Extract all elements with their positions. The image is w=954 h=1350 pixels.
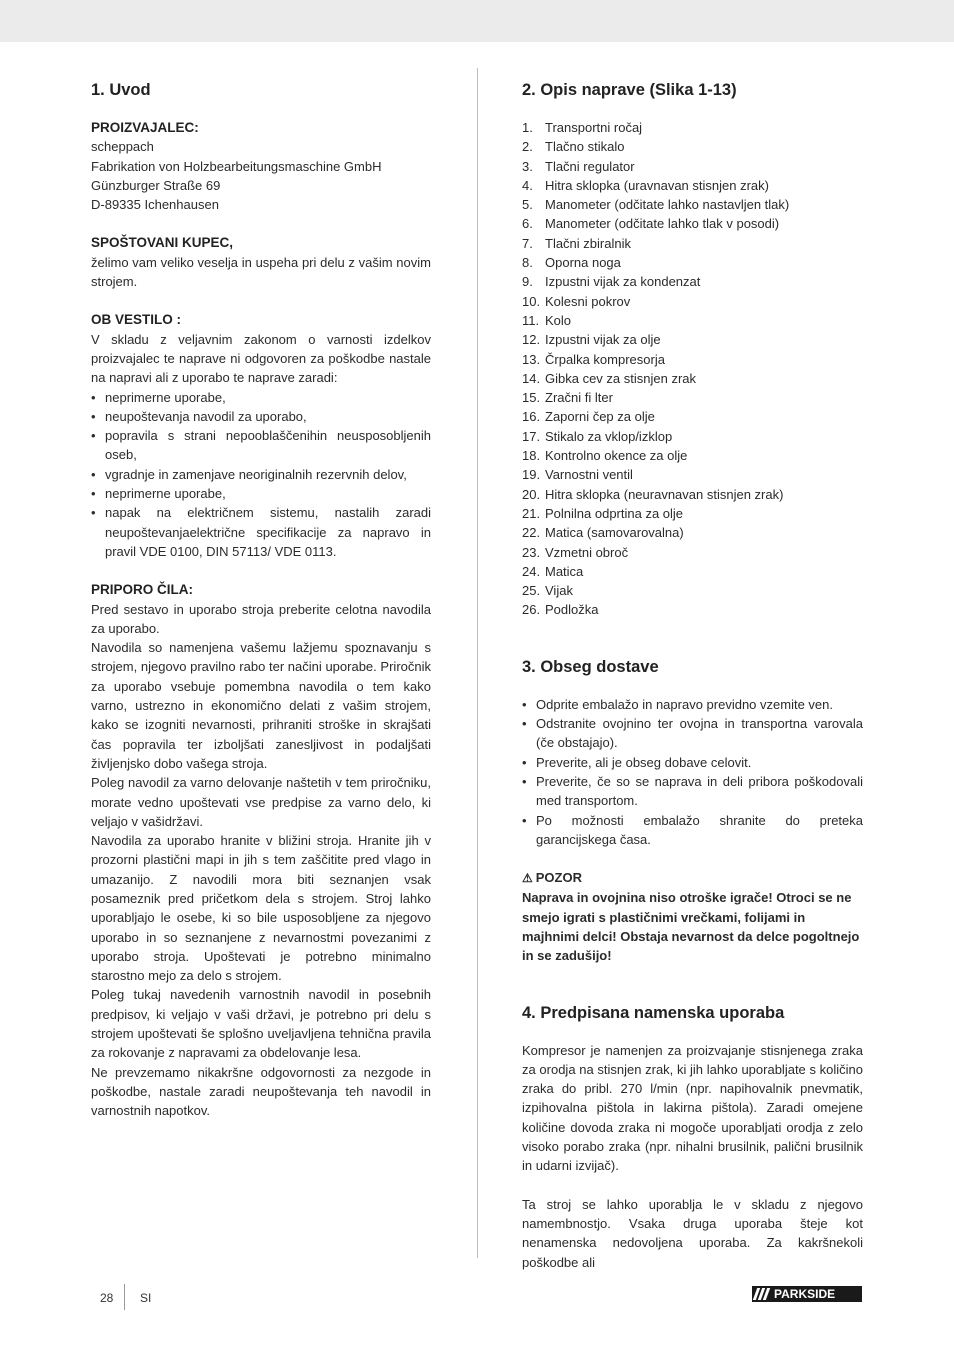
list-item: • Odprite embalažo in napravo previdno vzemite ven. bbox=[522, 695, 863, 714]
manufacturer-line: Fabrikation von Holzbearbeitungsmaschine GmbH bbox=[91, 158, 382, 174]
notice-list bbox=[91, 388, 431, 562]
footer-divider bbox=[124, 1284, 125, 1310]
left-column bbox=[91, 78, 431, 1121]
recommendation-paragraph: Ne prevzemamo nikakršne odgovornosti za nezgode in poškodbe, nastale zaradi neupoštevanja teh navodil in varnostnih napotkov. bbox=[91, 1064, 431, 1119]
list-item: 2. Tlačno stikalo bbox=[522, 139, 625, 155]
warning-title-line bbox=[522, 868, 863, 888]
warning-text: Naprava in ovojnina niso otroške igrače! Otroci se ne smejo igrati s plastičnimi vrečkami, folijami in majhnimi delci! Obstaja nevarnost da delce pogoltnejo in se zadušijo! bbox=[522, 890, 860, 964]
customer-title: SPOŠTOVANI KUPEC, bbox=[91, 235, 234, 251]
language-code: SI bbox=[140, 1291, 152, 1305]
intended-use-paragraph: Ta stroj se lahko uporablja le v skladu z njegovo namembnostjo. Vsaka druga uporaba šteje kot nenamenska nedovoljena uporaba. Za kakršnekoli poškodbe ali bbox=[522, 1196, 863, 1270]
manufacturer-line: D-89335 Ichenhausen bbox=[91, 197, 219, 213]
list-item: 16. Zaporni čep za olje bbox=[522, 409, 655, 425]
brand-name: PARKSIDE bbox=[774, 1287, 836, 1301]
list-item: 18. Kontrolno okence za olje bbox=[522, 448, 688, 464]
column-divider bbox=[477, 68, 478, 1258]
list-item: 10. Kolesni pokrov bbox=[522, 293, 631, 309]
list-item: • neprimerne uporabe, bbox=[91, 484, 431, 503]
section-heading-obseg-dostave: 3. Obseg dostave bbox=[522, 657, 659, 676]
list-item: 13. Črpalka kompresorja bbox=[522, 351, 665, 367]
list-item: • Preverite, ali je obseg dobave celovit. bbox=[522, 753, 863, 772]
list-item: 24. Matica bbox=[522, 563, 584, 579]
page-number: 28 bbox=[100, 1291, 114, 1305]
list-item: 14. Gibka cev za stisnjen zrak bbox=[522, 370, 697, 386]
list-item: 7. Tlačni zbiralnik bbox=[522, 235, 631, 251]
list-item: • neupoštevanja navodil za uporabo, bbox=[91, 407, 431, 426]
section-heading-opis-naprave: 2. Opis naprave (Slika 1-13) bbox=[522, 81, 737, 99]
notice-text: V skladu z veljavnim zakonom o varnosti izdelkov proizvajalec te naprave ni odgovoren za poškodbe nastale na napravi ali z uporabo te naprave zaradi: bbox=[91, 331, 431, 386]
list-item: 9. Izpustni vijak za kondenzat bbox=[522, 274, 701, 290]
recommendation-paragraph: Navodila so namenjena vašemu lažjemu spoznavanju s strojem, njegovo pravilno rabo ter načini uporabe. Priročnik za uporabo vsebuje pomembna navodila o tem kako varno, ustrezno in ekonomično delati z vašim strojem, kako se izogniti nevarnosti, prihraniti stroške in skrajšati čas popravila ter izboljšati zanesljivost in podaljšati življenjsko dobo vašega stroja. bbox=[91, 640, 431, 771]
list-item: 20. Hitra sklopka (neuravnavan stisnjen zrak) bbox=[522, 486, 784, 502]
recommendation-paragraph: Navodila za uporabo hranite v bližini stroja. Hranite jih v prozorni plastični mapi in jih s tem zaščitite pred vlago in umazanijo. Z navodili mora biti seznanjen vsak posameznik pred pričetkom dela s strojem. Stroj lahko uporabljajo le osebe, ki so bile usposobljene za njegovo uporabo in so seznanjene z nevarnostmi povezanimi z uporabo stroja. Upoštevati je potrebno minimalno starostno mejo za delo s strojem. bbox=[91, 833, 431, 984]
intended-use-paragraph: Kompresor je namenjen za proizvajanje stisnjenega zraka za orodja na stisnjen zrak, ki jih lahko uporabljate s količino zraka do pribl. 270 l/min (npr. napihovalnik pnevmatik, izpihovalna pištola in lakirna pištola). Zaradi omejene količine dovoda zraka ni mogoče uporabljati orodja z zelo visoko porabo zraka (npr. nihalni brusilnik, palični brusilnik in udarni izvijač). bbox=[522, 1042, 863, 1174]
notice-title: OB VESTILO : bbox=[91, 312, 182, 328]
list-item: 26. Podložka bbox=[522, 602, 599, 618]
top-header-bar bbox=[0, 0, 954, 42]
list-item: • Preverite, če so se naprava in deli pribora poškodovali med transportom. bbox=[522, 772, 863, 811]
logo-stripes-icon bbox=[755, 1288, 770, 1300]
list-item: • popravila s strani nepooblaščenihin neusposobljenih oseb, bbox=[91, 426, 431, 465]
list-item: 8. Oporna noga bbox=[522, 255, 621, 271]
right-column bbox=[522, 78, 863, 1272]
parkside-logo bbox=[752, 1286, 862, 1302]
list-item: 25. Vijak bbox=[522, 583, 573, 599]
list-item: • vgradnje in zamenjave neoriginalnih rezervnih delov, bbox=[91, 465, 431, 484]
manufacturer-title: PROIZVAJALEC: bbox=[91, 120, 199, 135]
warning-block bbox=[522, 868, 863, 965]
list-item: 6. Manometer (odčitate lahko tlak v posodi) bbox=[522, 216, 780, 232]
manufacturer-line: Günzburger Straße 69 bbox=[91, 177, 221, 193]
list-item: • napak na električnem sistemu, nastalih zaradi neupoštevanjaelektrične specifikacije za napravo in pravil VDE 0100, DIN 57113/ VDE 0113. bbox=[91, 503, 431, 561]
recommendation-paragraph: Poleg tukaj navedenih varnostnih navodil in posebnih predpisov, ki veljajo v vaši državi, je potrebno pri delu s strojem upoštevati še splošno uveljavljena tehnična pravila za rokovanje z napravami za obdelovanje lesa. bbox=[91, 987, 431, 1061]
page-footer bbox=[0, 1284, 954, 1312]
list-item: 4. Hitra sklopka (uravnavan stisnjen zrak) bbox=[522, 177, 769, 193]
customer-text: želimo vam veliko veselja in uspeha pri delu z vašim novim strojem. bbox=[91, 254, 431, 290]
section-heading-uvod: 1. Uvod bbox=[91, 81, 151, 99]
list-item: • Po možnosti embalažo shranite do preteka garancijskega časa. bbox=[522, 811, 863, 850]
list-item: 1. Transportni ročaj bbox=[522, 120, 643, 135]
parts-list bbox=[522, 118, 863, 620]
list-item: 11. Kolo bbox=[522, 312, 572, 328]
manufacturer-line: scheppach bbox=[91, 139, 154, 155]
recommendation-paragraph: Poleg navodil za varno delovanje naštetih v tem priročniku, morate vedno upoštevati vse predpise za varno delo, ki veljajo v vašidržavi. bbox=[91, 775, 431, 829]
list-item: 23. Vzmetni obroč bbox=[522, 544, 629, 560]
list-item: 15. Zračni fi lter bbox=[522, 390, 613, 406]
list-item: 21. Polnilna odprtina za olje bbox=[522, 505, 684, 521]
recommendation-paragraph: Pred sestavo in uporabo stroja preberite celotna navodila za uporabo. bbox=[91, 601, 431, 636]
list-item: 12. Izpustni vijak za olje bbox=[522, 332, 661, 348]
warning-icon: ⚠ bbox=[522, 871, 533, 886]
list-item: • Odstranite ovojnino ter ovojna in transportna varovala (če obstajajo). bbox=[522, 714, 863, 753]
warning-title: POZOR bbox=[535, 870, 582, 886]
list-item: 5. Manometer (odčitate lahko nastavljen tlak) bbox=[522, 197, 790, 213]
list-item: 17. Stikalo za vklop/izklop bbox=[522, 428, 673, 444]
list-item: • neprimerne uporabe, bbox=[91, 388, 431, 407]
delivery-list bbox=[522, 695, 863, 849]
list-item: 3. Tlačni regulator bbox=[522, 158, 635, 174]
section-heading-namenska-uporaba: 4. Predpisana namenska uporaba bbox=[522, 1003, 785, 1022]
list-item: 22. Matica (samovarovalna) bbox=[522, 525, 684, 541]
recommendations-title: PRIPORO ČILA: bbox=[91, 582, 194, 598]
manufacturer-address bbox=[91, 137, 431, 214]
list-item: 19. Varnostni ventil bbox=[522, 467, 633, 483]
